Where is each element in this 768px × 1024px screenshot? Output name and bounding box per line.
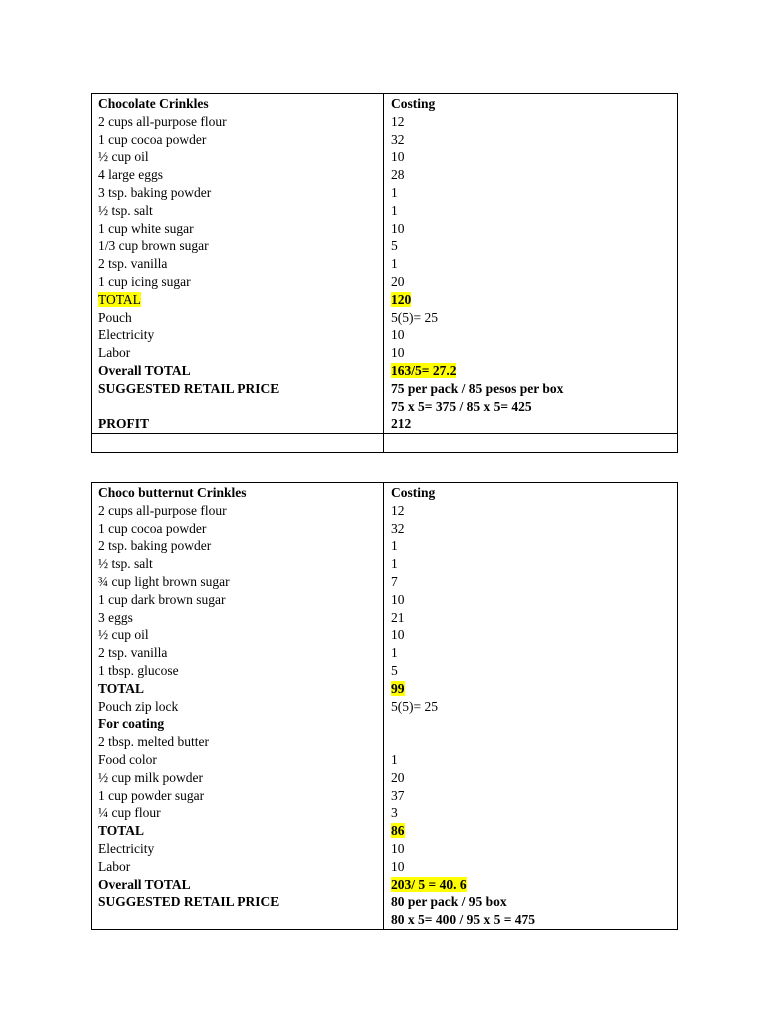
cost-cell: 10 [391, 858, 405, 874]
profit-value: 212 [391, 416, 412, 432]
table-row [92, 555, 677, 573]
cost-cell: 10 [391, 840, 405, 856]
ingredient-cell: Pouch [92, 309, 384, 327]
overall-total-value: 203/ 5 = 40. 6 [391, 876, 467, 892]
retail-price-calc: 80 x 5= 400 / 95 x 5 = 475 [391, 912, 536, 928]
total-row [92, 291, 677, 309]
empty-cell [384, 434, 677, 452]
table-row [92, 131, 677, 149]
ingredient-cell: ¼ cup flour [92, 804, 384, 822]
table-row [92, 751, 677, 769]
table-row [92, 309, 677, 327]
total-label: TOTAL [92, 680, 384, 698]
ingredient-cell: Food color [92, 751, 384, 769]
table-row [92, 644, 677, 662]
ingredient-cell: 2 cups all-purpose flour [92, 502, 384, 520]
ingredient-cell: 4 large eggs [92, 166, 384, 184]
table-header-row [92, 94, 677, 113]
retail-price-value: 80 per pack / 95 box [391, 894, 507, 910]
costing-header: Costing [391, 96, 436, 111]
ingredient-cell: Pouch zip lock [92, 698, 384, 716]
ingredient-cell: 1 cup dark brown sugar [92, 591, 384, 609]
cost-cell: 10 [391, 327, 405, 343]
recipe-title: Choco butternut Crinkles [92, 483, 384, 502]
table-row [92, 148, 677, 166]
total-label: TOTAL [92, 822, 384, 840]
total-value: 120 [391, 291, 412, 307]
cost-cell: 32 [391, 520, 405, 536]
table-row [92, 344, 677, 362]
cost-cell: 10 [391, 627, 405, 643]
ingredient-cell [92, 911, 384, 929]
section-heading-row [92, 715, 677, 733]
table-row [92, 255, 677, 273]
recipe-title: Chocolate Crinkles [92, 94, 384, 113]
cost-cell: 10 [391, 220, 405, 236]
retail-price-calc-row [92, 398, 677, 416]
cost-cell: 1 [391, 556, 398, 572]
ingredient-cell: ½ cup oil [92, 626, 384, 644]
ingredient-cell: 2 tbsp. melted butter [92, 733, 384, 751]
cost-cell: 1 [391, 184, 398, 200]
table-row [92, 769, 677, 787]
cost-cell: 1 [391, 645, 398, 661]
retail-price-row [92, 380, 677, 398]
cost-cell: 5 [391, 662, 398, 678]
total-value: 99 [391, 680, 405, 696]
profit-label: PROFIT [92, 415, 384, 433]
empty-row [92, 433, 677, 452]
ingredient-cell: 2 tsp. vanilla [92, 644, 384, 662]
ingredient-cell: 1 tbsp. glucose [92, 662, 384, 680]
retail-price-row [92, 893, 677, 911]
cost-cell [384, 715, 677, 733]
table-row [92, 662, 677, 680]
retail-price-label: SUGGESTED RETAIL PRICE [92, 893, 384, 911]
ingredient-cell: 1 cup cocoa powder [92, 520, 384, 538]
table-row [92, 537, 677, 555]
cost-cell: 10 [391, 345, 405, 361]
ingredient-cell: Electricity [92, 326, 384, 344]
ingredient-cell: ½ tsp. salt [92, 555, 384, 573]
table-row [92, 609, 677, 627]
ingredient-cell: 1 cup cocoa powder [92, 131, 384, 149]
empty-cell [92, 434, 384, 452]
coating-section-label: For coating [92, 715, 384, 733]
table-row [92, 698, 677, 716]
ingredient-cell: 3 eggs [92, 609, 384, 627]
retail-price-label: SUGGESTED RETAIL PRICE [92, 380, 384, 398]
ingredient-cell: 1 cup powder sugar [92, 787, 384, 805]
ingredient-cell: ¾ cup light brown sugar [92, 573, 384, 591]
retail-price-value: 75 per pack / 85 pesos per box [391, 380, 564, 396]
cost-cell: 5(5)= 25 [391, 698, 438, 714]
cost-cell: 37 [391, 787, 405, 803]
table-row [92, 326, 677, 344]
total-row [92, 680, 677, 698]
cost-cell: 1 [391, 538, 398, 554]
overall-total-label: Overall TOTAL [92, 876, 384, 894]
overall-total-row [92, 362, 677, 380]
cost-cell: 1 [391, 751, 398, 767]
cost-cell: 20 [391, 273, 405, 289]
table-row [92, 113, 677, 131]
ingredient-cell: ½ tsp. salt [92, 202, 384, 220]
retail-price-calc: 75 x 5= 375 / 85 x 5= 425 [391, 398, 532, 414]
table-row [92, 573, 677, 591]
ingredient-cell: 3 tsp. baking powder [92, 184, 384, 202]
ingredient-cell: 1/3 cup brown sugar [92, 237, 384, 255]
ingredient-cell: 2 tsp. vanilla [92, 255, 384, 273]
table-row [92, 591, 677, 609]
overall-total-value: 163/5= 27.2 [391, 362, 457, 378]
ingredient-cell: 2 cups all-purpose flour [92, 113, 384, 131]
cost-cell: 12 [391, 502, 405, 518]
ingredient-cell: 1 cup white sugar [92, 220, 384, 238]
table-row [92, 202, 677, 220]
costing-table-choco-butternut-crinkles [91, 482, 678, 930]
table-header-row [92, 483, 677, 502]
cost-cell: 1 [391, 256, 398, 272]
table-row [92, 840, 677, 858]
table-row [92, 520, 677, 538]
table-row [92, 626, 677, 644]
cost-cell: 20 [391, 769, 405, 785]
overall-total-row [92, 876, 677, 894]
table-row [92, 184, 677, 202]
costing-table-chocolate-crinkles [91, 93, 678, 453]
total-label: TOTAL [98, 291, 141, 307]
ingredient-cell: 1 cup icing sugar [92, 273, 384, 291]
costing-header: Costing [391, 485, 436, 500]
table-row [92, 166, 677, 184]
cost-cell: 5 [391, 238, 398, 254]
cost-cell: 32 [391, 131, 405, 147]
table-row [92, 502, 677, 520]
table-row [92, 804, 677, 822]
cost-cell: 5(5)= 25 [391, 309, 438, 325]
cost-cell: 12 [391, 113, 405, 129]
cost-cell: 10 [391, 149, 405, 165]
cost-cell: 7 [391, 573, 398, 589]
table-row [92, 273, 677, 291]
retail-price-calc-row [92, 911, 677, 929]
cost-cell: 21 [391, 609, 405, 625]
table-row [92, 733, 677, 751]
total-value: 86 [391, 823, 405, 839]
ingredient-cell: ½ cup oil [92, 148, 384, 166]
cost-cell: 28 [391, 167, 405, 183]
overall-total-label: Overall TOTAL [92, 362, 384, 380]
ingredient-cell: 2 tsp. baking powder [92, 537, 384, 555]
ingredient-cell: ½ cup milk powder [92, 769, 384, 787]
table-row [92, 220, 677, 238]
cost-cell: 10 [391, 591, 405, 607]
ingredient-cell: Labor [92, 344, 384, 362]
cost-cell: 1 [391, 202, 398, 218]
table-row [92, 237, 677, 255]
ingredient-cell [92, 398, 384, 416]
table-row [92, 787, 677, 805]
ingredient-cell: Labor [92, 858, 384, 876]
ingredient-cell: Electricity [92, 840, 384, 858]
total-row [92, 822, 677, 840]
table-row [92, 858, 677, 876]
cost-cell [384, 733, 677, 751]
profit-row [92, 415, 677, 433]
cost-cell: 3 [391, 805, 398, 821]
